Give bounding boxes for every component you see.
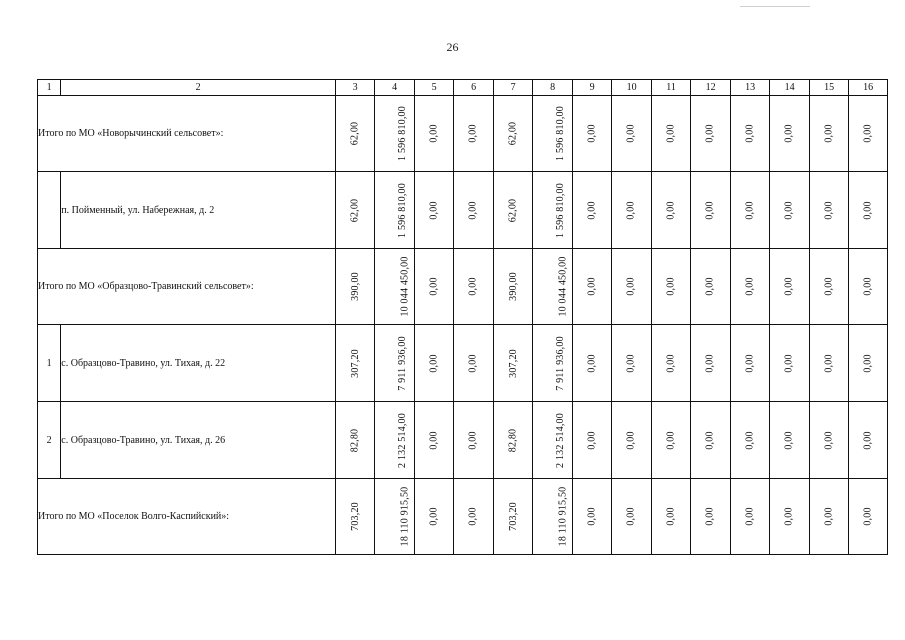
- column-number: 2: [61, 80, 336, 96]
- value-cell: [730, 249, 770, 325]
- value-cell: [612, 402, 652, 479]
- cell-value: 307,20: [507, 348, 519, 378]
- cell-value: 18 110 915,50: [557, 486, 569, 547]
- cell-value: 0,00: [468, 507, 480, 526]
- column-number: 13: [730, 80, 770, 96]
- cell-value: 0,00: [823, 200, 835, 220]
- value-cell: [691, 325, 731, 402]
- value-cell: [612, 479, 652, 555]
- cell-value: 0,00: [428, 200, 440, 220]
- column-number: 9: [572, 80, 612, 96]
- cell-value: 0,00: [823, 277, 835, 296]
- cell-value: 0,00: [784, 277, 796, 296]
- value-cell: [335, 96, 375, 172]
- data-table: [37, 79, 888, 555]
- table-row: [38, 325, 888, 402]
- value-cell: [809, 172, 849, 249]
- value-cell: [770, 402, 810, 479]
- cell-value: 703,20: [349, 502, 361, 531]
- cell-value: 0,00: [823, 353, 835, 373]
- value-cell: [375, 479, 415, 555]
- row-address: с. Образцово-Травино, ул. Тихая, д. 26: [61, 402, 336, 479]
- value-cell: [493, 96, 533, 172]
- cell-value: 0,00: [862, 277, 874, 296]
- value-cell: [493, 479, 533, 555]
- value-cell: [454, 479, 494, 555]
- value-cell: [651, 479, 691, 555]
- value-cell: [651, 172, 691, 249]
- value-cell: [809, 96, 849, 172]
- column-number: 1: [38, 80, 61, 96]
- value-cell: [612, 325, 652, 402]
- column-number: 14: [770, 80, 810, 96]
- cell-value: 0,00: [784, 124, 796, 143]
- cell-value: 62,00: [507, 198, 519, 222]
- value-cell: [493, 325, 533, 402]
- value-cell: [572, 172, 612, 249]
- cell-value: 2 132 514,00: [397, 412, 409, 468]
- cell-value: 0,00: [705, 277, 717, 296]
- value-cell: [375, 172, 415, 249]
- cell-value: 0,00: [744, 200, 756, 220]
- value-cell: [612, 96, 652, 172]
- value-cell: [335, 325, 375, 402]
- value-cell: [414, 96, 454, 172]
- value-cell: [375, 249, 415, 325]
- value-cell: [454, 249, 494, 325]
- value-cell: [730, 402, 770, 479]
- cell-value: 0,00: [665, 353, 677, 373]
- value-cell: [414, 325, 454, 402]
- value-cell: [612, 249, 652, 325]
- cell-value: 0,00: [665, 430, 677, 450]
- cell-value: 0,00: [428, 507, 440, 526]
- cell-value: 0,00: [784, 353, 796, 373]
- value-cell: [809, 325, 849, 402]
- value-cell: [454, 402, 494, 479]
- cell-value: 0,00: [744, 430, 756, 450]
- cell-value: 0,00: [428, 430, 440, 450]
- value-cell: [770, 325, 810, 402]
- value-cell: [849, 325, 888, 402]
- cell-value: 0,00: [823, 430, 835, 450]
- cell-value: 703,20: [507, 502, 519, 531]
- cell-value: 10 044 450,00: [557, 256, 569, 317]
- value-cell: [849, 249, 888, 325]
- value-cell: [572, 249, 612, 325]
- header-row: [38, 80, 888, 96]
- cell-value: 82,80: [349, 428, 361, 452]
- value-cell: [572, 479, 612, 555]
- value-cell: [533, 325, 573, 402]
- cell-value: 0,00: [586, 200, 598, 220]
- cell-value: 0,00: [784, 507, 796, 526]
- cell-value: 0,00: [586, 277, 598, 296]
- cell-value: 7 911 936,00: [555, 335, 567, 391]
- cell-value: 0,00: [744, 277, 756, 296]
- cell-value: 390,00: [349, 272, 361, 301]
- value-cell: [651, 325, 691, 402]
- value-cell: [809, 402, 849, 479]
- column-number: 11: [651, 80, 691, 96]
- value-cell: [809, 249, 849, 325]
- cell-value: 1 596 810,00: [555, 106, 567, 161]
- column-number: 15: [809, 80, 849, 96]
- cell-value: 62,00: [507, 121, 519, 146]
- column-number: 8: [533, 80, 573, 96]
- value-cell: [651, 249, 691, 325]
- value-cell: [335, 172, 375, 249]
- cell-value: 307,20: [349, 348, 361, 378]
- value-cell: [651, 402, 691, 479]
- value-cell: [375, 325, 415, 402]
- cell-value: 10 044 450,00: [399, 256, 411, 317]
- cell-value: 0,00: [823, 124, 835, 143]
- value-cell: [691, 402, 731, 479]
- cell-value: 62,00: [349, 198, 361, 222]
- column-number: 6: [454, 80, 494, 96]
- value-cell: [849, 96, 888, 172]
- value-cell: [533, 402, 573, 479]
- value-cell: [533, 479, 573, 555]
- subtotal-row: [38, 249, 888, 325]
- cell-value: 0,00: [428, 277, 440, 296]
- value-cell: [572, 325, 612, 402]
- cell-value: 0,00: [784, 200, 796, 220]
- subtotal-row: [38, 96, 888, 172]
- value-cell: [533, 249, 573, 325]
- cell-value: 0,00: [744, 124, 756, 143]
- cell-value: 0,00: [862, 507, 874, 526]
- value-cell: [454, 172, 494, 249]
- cell-value: 0,00: [428, 353, 440, 373]
- value-cell: [770, 172, 810, 249]
- cell-value: 0,00: [468, 430, 480, 450]
- subtotal-label: Итого по МО «Образцово-Травинский сельсовет»:: [38, 249, 336, 325]
- value-cell: [533, 96, 573, 172]
- column-number: 10: [612, 80, 652, 96]
- value-cell: [730, 172, 770, 249]
- row-index: 2: [38, 402, 61, 479]
- cell-value: 0,00: [705, 200, 717, 220]
- cell-value: 0,00: [586, 430, 598, 450]
- cell-value: 0,00: [705, 124, 717, 143]
- value-cell: [572, 402, 612, 479]
- cell-value: 0,00: [468, 277, 480, 296]
- subtotal-label: Итого по МО «Поселок Волго-Каспийский»:: [38, 479, 336, 555]
- cell-value: 0,00: [665, 507, 677, 526]
- cell-value: 0,00: [626, 507, 638, 526]
- subtotal-row: [38, 479, 888, 555]
- cell-value: 0,00: [468, 353, 480, 373]
- subtotal-label: Итого по МО «Новорычинский сельсовет»:: [38, 96, 336, 172]
- value-cell: [375, 402, 415, 479]
- value-cell: [414, 249, 454, 325]
- value-cell: [335, 402, 375, 479]
- column-number: 16: [849, 80, 888, 96]
- value-cell: [335, 479, 375, 555]
- value-cell: [849, 479, 888, 555]
- value-cell: [730, 325, 770, 402]
- cell-value: 0,00: [862, 200, 874, 220]
- cell-value: 0,00: [862, 353, 874, 373]
- value-cell: [770, 96, 810, 172]
- cell-value: 0,00: [705, 430, 717, 450]
- cell-value: 0,00: [744, 353, 756, 373]
- cell-value: 2 132 514,00: [555, 412, 567, 468]
- value-cell: [770, 249, 810, 325]
- value-cell: [493, 172, 533, 249]
- cell-value: 0,00: [784, 430, 796, 450]
- cell-value: 0,00: [428, 124, 440, 143]
- cell-value: 0,00: [586, 353, 598, 373]
- row-index: 1: [38, 325, 61, 402]
- cell-value: 0,00: [665, 124, 677, 143]
- value-cell: [414, 172, 454, 249]
- cell-value: 0,00: [626, 277, 638, 296]
- value-cell: [493, 402, 533, 479]
- column-number: 4: [375, 80, 415, 96]
- cell-value: 62,00: [349, 121, 361, 146]
- value-cell: [414, 402, 454, 479]
- value-cell: [849, 172, 888, 249]
- table-row: [38, 172, 888, 249]
- cell-value: 0,00: [626, 353, 638, 373]
- cell-value: 1 596 810,00: [397, 182, 409, 238]
- value-cell: [809, 479, 849, 555]
- value-cell: [691, 249, 731, 325]
- cell-value: 0,00: [586, 124, 598, 143]
- value-cell: [375, 96, 415, 172]
- page-number: 26: [446, 40, 459, 54]
- value-cell: [493, 249, 533, 325]
- value-cell: [691, 479, 731, 555]
- column-number: 3: [335, 80, 375, 96]
- cell-value: 0,00: [468, 200, 480, 220]
- cell-value: 0,00: [823, 507, 835, 526]
- cell-value: 0,00: [744, 507, 756, 526]
- cell-value: 0,00: [665, 200, 677, 220]
- cell-value: 0,00: [626, 430, 638, 450]
- cell-value: 390,00: [507, 272, 519, 301]
- value-cell: [770, 479, 810, 555]
- value-cell: [533, 172, 573, 249]
- value-cell: [454, 325, 494, 402]
- cell-value: 0,00: [862, 430, 874, 450]
- cell-value: 0,00: [468, 124, 480, 143]
- cell-value: 0,00: [626, 124, 638, 143]
- value-cell: [414, 479, 454, 555]
- value-cell: [335, 249, 375, 325]
- scan-artifact: [740, 0, 810, 7]
- cell-value: 1 596 810,00: [397, 106, 409, 161]
- row-address: п. Пойменный, ул. Набережная, д. 2: [61, 172, 336, 249]
- value-cell: [651, 96, 691, 172]
- value-cell: [454, 96, 494, 172]
- cell-value: 1 596 810,00: [555, 182, 567, 238]
- value-cell: [572, 96, 612, 172]
- cell-value: 0,00: [862, 124, 874, 143]
- value-cell: [730, 479, 770, 555]
- cell-value: 0,00: [626, 200, 638, 220]
- row-index: [38, 172, 61, 249]
- cell-value: 82,80: [507, 428, 519, 452]
- cell-value: 0,00: [705, 353, 717, 373]
- value-cell: [849, 402, 888, 479]
- value-cell: [691, 96, 731, 172]
- cell-value: 0,00: [586, 507, 598, 526]
- value-cell: [691, 172, 731, 249]
- value-cell: [612, 172, 652, 249]
- cell-value: 7 911 936,00: [397, 335, 409, 391]
- cell-value: 0,00: [705, 507, 717, 526]
- value-cell: [730, 96, 770, 172]
- row-address: с. Образцово-Травино, ул. Тихая, д. 22: [61, 325, 336, 402]
- cell-value: 18 110 915,50: [399, 486, 411, 547]
- column-number: 7: [493, 80, 533, 96]
- table-row: [38, 402, 888, 479]
- cell-value: 0,00: [665, 277, 677, 296]
- column-number: 12: [691, 80, 731, 96]
- column-number: 5: [414, 80, 454, 96]
